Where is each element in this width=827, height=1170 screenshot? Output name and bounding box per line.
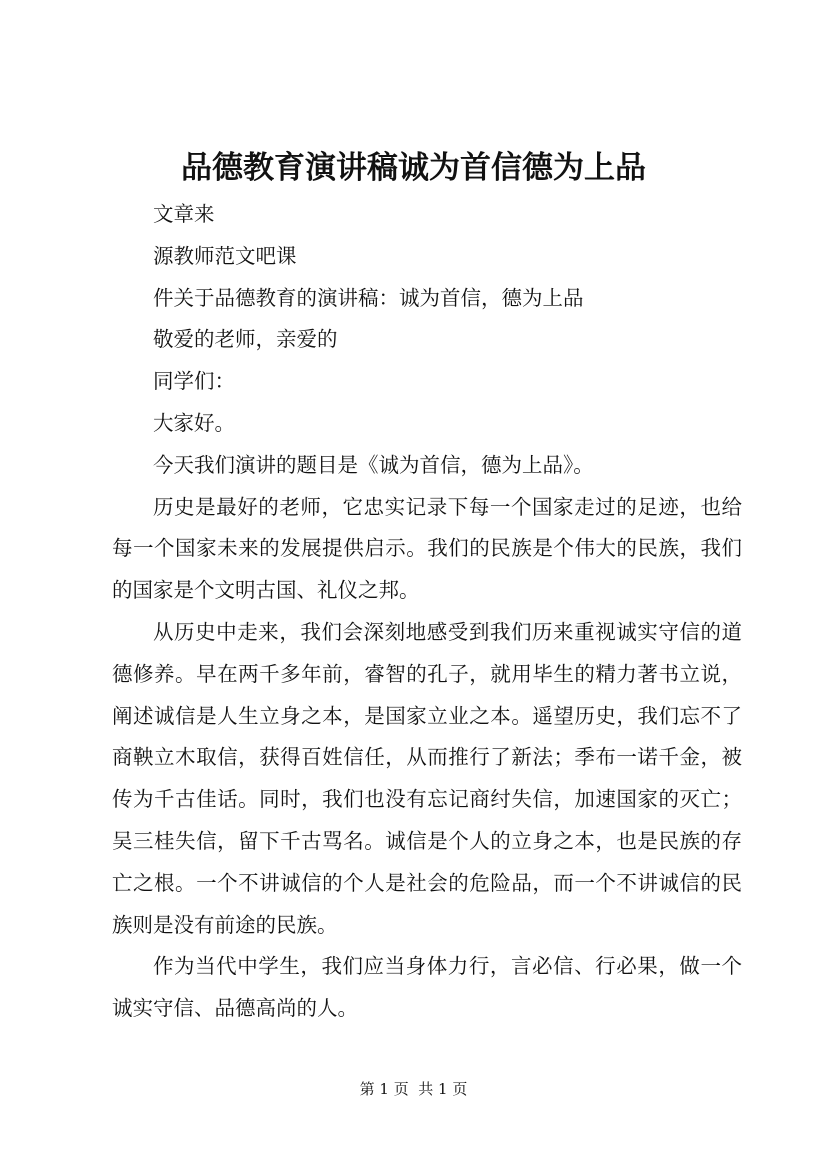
paragraph: 源教师范文吧课 xyxy=(153,243,297,268)
paragraph: 今天我们演讲的题目是《诚为首信，德为上品》。 xyxy=(153,452,594,477)
document-title: 品德教育演讲稿诚为首信德为上品 xyxy=(181,150,646,186)
document-body xyxy=(112,194,742,1030)
paragraph: 历史是最好的老师，它忠实记录下每一个国家走过的足迹，也给每一个国家未来的发展提供启示。我们的民族是个伟大的民族，我们的国家是个文明古国、礼仪之邦。 xyxy=(112,494,742,603)
paragraph: 件关于品德教育的演讲稿：诚为首信，德为上品 xyxy=(153,285,584,310)
paragraph: 从历史中走来，我们会深刻地感受到我们历来重视诚实守信的道德修养。早在两千多年前，睿智的孔子，就用毕生的精力著书立说，阐述诚信是人生立身之本，是国家立业之本。遥望历史，我们忘不了商鞅立木取信，获得百姓信任，从而推行了新法；季布一诺千金，被传为千古佳话。同时，我们也没有忘记商纣失信，加速国家的灭亡；吴三桂失信，留下千古骂名。诚信是个人的立身之本，也是民族的存亡之根。一个不讲诚信的个人是社会的危险品，而一个不讲诚信的民族则是没有前途的民族。 xyxy=(112,619,742,937)
page-footer: 第 1 页 共 1 页 xyxy=(359,1080,468,1098)
paragraph: 敬爱的老师，亲爱的 xyxy=(153,327,338,352)
paragraph: 文章来 xyxy=(153,202,215,226)
paragraph: 作为当代中学生，我们应当身体力行，言必信、行必果，做一个诚实守信、品德高尚的人。 xyxy=(112,954,742,1021)
paragraph: 同学们： xyxy=(153,369,235,394)
paragraph: 大家好。 xyxy=(153,410,235,435)
